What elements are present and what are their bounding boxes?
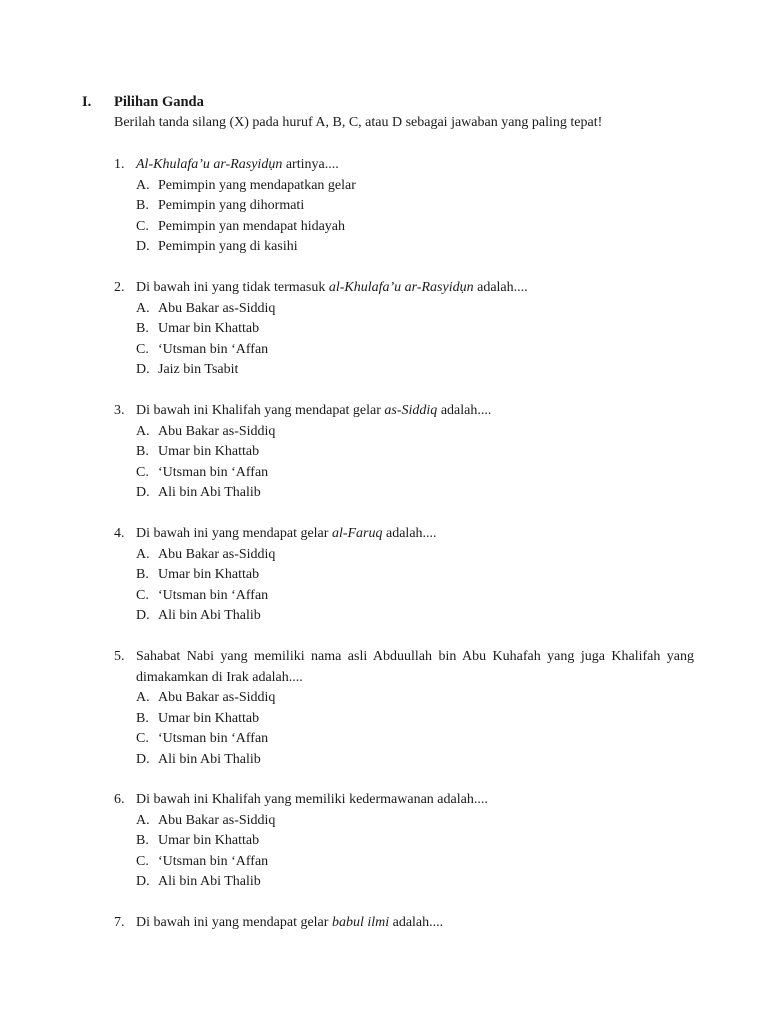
option-item: [136, 319, 694, 340]
option-text: Ali bin Abi Thalib: [158, 608, 261, 623]
option-text: Ali bin Abi Thalib: [158, 485, 261, 500]
option-item: [136, 176, 694, 197]
option-letter: A.: [136, 177, 150, 193]
question-term-italic: Al-Khulafa’u ar-Rasyidụn: [136, 157, 283, 172]
question-text-part: artinya....: [282, 157, 339, 172]
section-instruction: Berilah tanda silang (X) pada huruf A, B, C, atau D sebagai jawaban yang paling tepat!: [114, 115, 603, 130]
option-text: Jaiz bin Tsabit: [158, 362, 239, 377]
option-text: Umar bin Khattab: [158, 567, 260, 582]
option-letter: D.: [136, 751, 150, 767]
question-stem: [114, 913, 694, 934]
question-term-italic: as-Siddiq: [384, 403, 438, 418]
option-text: ‘Utsman bin ‘Affan: [158, 587, 269, 603]
section-heading: [82, 94, 204, 111]
option-letter: D.: [136, 362, 150, 377]
option-text: Umar bin Khattab: [158, 444, 260, 459]
question-number: 4.: [114, 526, 125, 541]
option-letter: D.: [136, 608, 150, 623]
option-letter: B.: [136, 710, 149, 726]
option-item: [136, 196, 694, 217]
question-item: [114, 647, 694, 770]
option-item: [136, 709, 694, 730]
question-text-part: Di bawah ini yang mendapat gelar: [136, 915, 332, 930]
question-item: [114, 401, 694, 504]
question-text-part: Sahabat Nabi yang memiliki nama asli Abduullah bin Abu Kuhafah yang juga Khalifah yang dimakamkan di Irak adalah....: [136, 649, 694, 685]
option-text: ‘Utsman bin ‘Affan: [158, 341, 269, 357]
option-letter: B.: [136, 321, 149, 336]
option-letter: A.: [136, 690, 150, 705]
option-text: ‘Utsman bin ‘Affan: [158, 853, 269, 869]
option-item: [136, 729, 694, 750]
question-stem: [114, 647, 694, 688]
question-item: [114, 155, 694, 258]
option-list: [114, 545, 694, 627]
question-text-part: adalah....: [389, 915, 444, 930]
question-stem: [114, 278, 694, 299]
option-letter: A.: [136, 812, 150, 828]
question-item: [114, 524, 694, 627]
question-item: [114, 278, 694, 381]
question-number: 7.: [114, 915, 125, 930]
option-item: [136, 606, 694, 627]
option-text: Pemimpin yan mendapat hidayah: [158, 218, 346, 234]
option-item: [136, 483, 694, 504]
option-text: Abu Bakar as-Siddiq: [158, 423, 276, 439]
question-text-part: Di bawah ini yang mendapat gelar: [136, 526, 332, 541]
option-item: [136, 688, 694, 709]
option-text: Ali bin Abi Thalib: [158, 751, 261, 767]
option-item: [136, 237, 694, 258]
option-item: [136, 463, 694, 484]
option-item: [136, 340, 694, 361]
option-item: [136, 811, 694, 832]
option-item: [136, 299, 694, 320]
option-item: [136, 360, 694, 381]
question-text: [136, 647, 694, 688]
option-letter: C.: [136, 341, 149, 357]
option-text: Pemimpin yang dihormati: [158, 198, 305, 213]
option-text: Umar bin Khattab: [158, 710, 260, 726]
option-text: ‘Utsman bin ‘Affan: [158, 731, 269, 746]
question-stem: [114, 790, 694, 811]
question-stem: [114, 524, 694, 545]
option-text: Pemimpin yang di kasihi: [158, 239, 298, 254]
question-text-part: Di bawah ini Khalifah yang memiliki kedermawanan adalah....: [136, 792, 488, 807]
question-term-italic: al-Khulafa’u ar-Rasyidụn: [328, 280, 474, 295]
option-text: Abu Bakar as-Siddiq: [158, 300, 276, 316]
option-letter: A.: [136, 546, 150, 562]
option-item: [136, 872, 694, 893]
option-letter: C.: [136, 853, 149, 869]
option-letter: D.: [136, 874, 150, 889]
question-item: [114, 913, 694, 934]
option-text: Abu Bakar as-Siddiq: [158, 546, 276, 562]
option-list: [114, 688, 694, 770]
option-item: [136, 586, 694, 607]
option-text: Umar bin Khattab: [158, 833, 260, 848]
question-text-part: Di bawah ini yang tidak termasuk: [136, 280, 329, 295]
option-letter: B.: [136, 833, 149, 848]
option-item: [136, 831, 694, 852]
option-text: Ali bin Abi Thalib: [158, 874, 261, 889]
question-term-italic: al-Faruq: [331, 526, 383, 541]
question-text-part: Di bawah ini Khalifah yang mendapat gelar: [136, 403, 385, 418]
option-list: [114, 299, 694, 381]
option-list: [114, 422, 694, 504]
question-number: 6.: [114, 792, 125, 807]
section-title: Pilihan Ganda: [114, 94, 204, 110]
option-item: [136, 442, 694, 463]
question-text-part: adalah....: [437, 403, 492, 418]
question-term-italic: babul ilmi: [331, 915, 390, 930]
option-list: [114, 176, 694, 258]
option-letter: B.: [136, 444, 149, 459]
option-text: Pemimpin yang mendapatkan gelar: [158, 177, 356, 193]
option-text: Abu Bakar as-Siddiq: [158, 812, 276, 828]
option-letter: C.: [136, 731, 149, 746]
question-item: [114, 790, 694, 893]
question-stem: [114, 401, 694, 422]
option-item: [136, 545, 694, 566]
question-number: 2.: [114, 280, 125, 295]
question-stem: [114, 155, 694, 176]
option-item: [136, 750, 694, 771]
option-letter: A.: [136, 423, 150, 439]
section-number: I.: [82, 94, 92, 110]
option-letter: C.: [136, 464, 149, 480]
option-letter: D.: [136, 485, 150, 500]
question-text: [136, 401, 694, 422]
question-text: [136, 913, 694, 934]
question-text: [136, 790, 694, 811]
option-text: Abu Bakar as-Siddiq: [158, 690, 276, 705]
question-number: 3.: [114, 403, 125, 418]
question-text: [136, 155, 694, 176]
option-text: Umar bin Khattab: [158, 321, 260, 336]
question-text-part: adalah....: [382, 526, 437, 541]
question-text: [136, 524, 694, 545]
option-letter: B.: [136, 198, 149, 213]
option-item: [136, 852, 694, 873]
question-text-part: adalah....: [473, 280, 528, 295]
option-list: [114, 811, 694, 893]
option-item: [136, 217, 694, 238]
question-number: 1.: [114, 157, 125, 172]
question-text: [136, 278, 694, 299]
option-item: [136, 565, 694, 586]
option-letter: C.: [136, 218, 149, 234]
option-letter: D.: [136, 239, 150, 254]
question-number: 5.: [114, 649, 125, 664]
option-item: [136, 422, 694, 443]
option-letter: C.: [136, 587, 149, 603]
option-letter: B.: [136, 567, 149, 582]
option-text: ‘Utsman bin ‘Affan: [158, 464, 269, 480]
option-letter: A.: [136, 300, 150, 316]
